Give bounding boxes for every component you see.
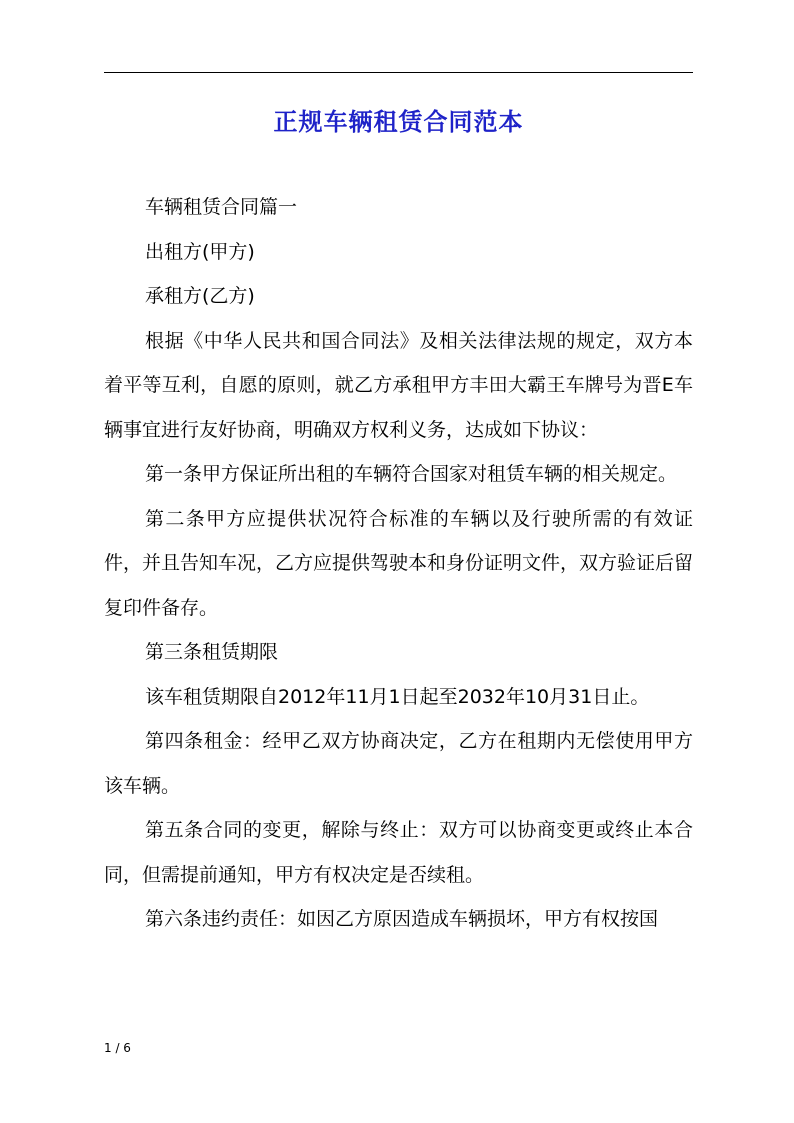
paragraph: 出租方(甲方) [145, 240, 255, 263]
document-title: 正规车辆租赁合同范本 [273, 108, 524, 136]
page-number: 1 / 6 [104, 1041, 131, 1055]
paragraph: 车辆租赁合同篇一 [145, 196, 298, 218]
paragraph: 根据《中华人民共和国合同法》及相关法律法规的规定，双方本着平等互利，自愿的原则，就乙方承租甲方丰田大霸王车牌号为晋E车辆事宜进行友好协商，明确双方权利义务，达成如下协议： [104, 329, 693, 441]
paragraph: 第四条租金：经甲乙双方协商决定，乙方在租期内无偿使用甲方该车辆。 [104, 730, 693, 797]
header-rule [104, 72, 693, 73]
paragraph: 该车租赁期限自2012年11月1日起至2032年10月31日止。 [145, 685, 650, 708]
paragraph: 第一条甲方保证所出租的车辆符合国家对租赁车辆的相关规定。 [145, 463, 678, 485]
paragraph: 第三条租赁期限 [145, 641, 279, 663]
paragraph: 第二条甲方应提供状况符合标准的车辆以及行驶所需的有效证件，并且告知车况，乙方应提供驾驶本和身份证明文件，双方验证后留复印件备存。 [104, 507, 694, 619]
paragraph: 承租方(乙方) [145, 285, 255, 307]
document-body [104, 185, 693, 942]
paragraph: 第五条合同的变更，解除与终止：双方可以协商变更或终止本合同，但需提前通知，甲方有权决定是否续租。 [104, 819, 693, 886]
paragraph: 第六条违约责任：如因乙方原因造成车辆损坏，甲方有权按国 [145, 908, 659, 930]
